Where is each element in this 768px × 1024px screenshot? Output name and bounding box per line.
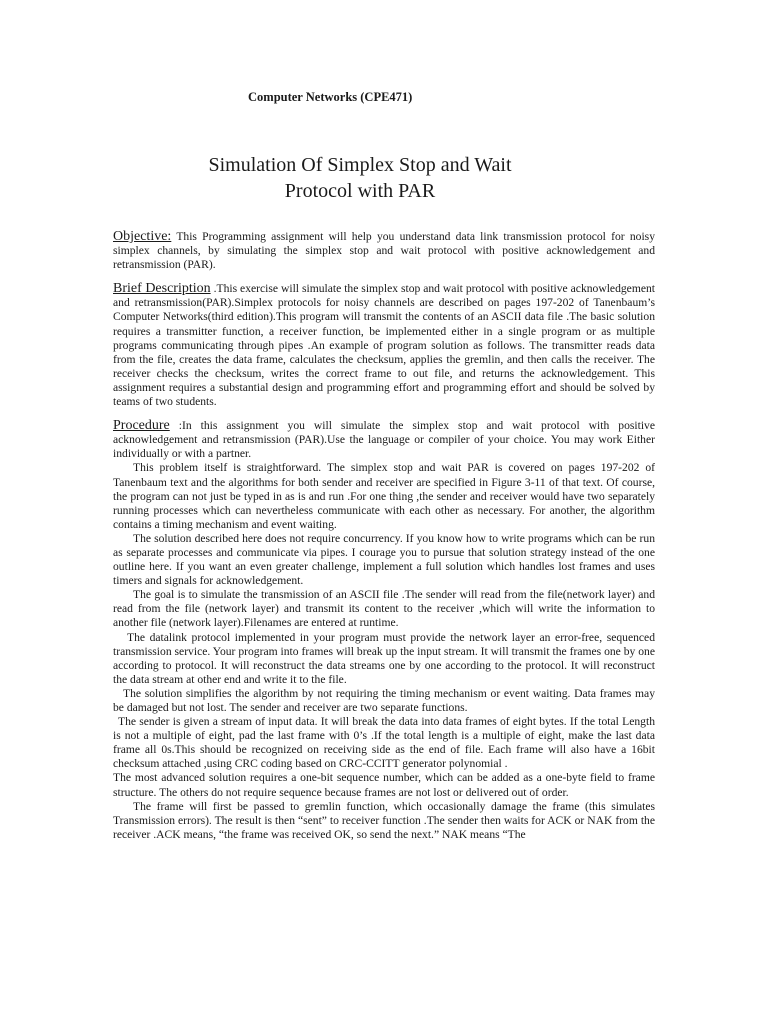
procedure-section xyxy=(113,419,655,461)
objective-section xyxy=(113,230,655,272)
brief-description-text: .This exercise will simulate the simplex stop and wait protocol with positive acknowledgement and retransmission(PAR).Simplex protocols for noisy channels are described on pages 197-202 of Tanenbaum’s Computer Networks(third edition).This program will transmit the contents of an ASCII data file .The basic solution requires a transmitter function, a receiver function, be implemented either in a single program or as multiple programs communicating through pipes .An example of program solution as follows. The transmitter reads data from the file, creates the data frame, calculates the checksum, applies the gremlin, and then calls the receiver. The receiver checks the checksum, writes the correct frame to out file, and returns the acknowledgement. This assignment requires a substantial design and programming effort and programming effort and should be solved by teams of two students. xyxy=(113,282,655,409)
procedure-text: :In this assignment you will simulate the simplex stop and wait protocol with positive acknowledgement and retransmission (PAR).Use the language or compiler of your choice. You may work Either individually or with a partner. xyxy=(113,419,655,461)
objective-heading: Objective: xyxy=(113,229,172,244)
document-body xyxy=(113,230,655,842)
procedure-paragraph-6: The sender is given a stream of input data. It will break the data into data frames of eight bytes. If the total Length is not a multiple of eight, pad the last frame with 0’s .If the total length is a multiple of eight, make the last data frame all 0s.This should be recognized on receiving side as the end of file. Each frame will also have a 16bit checksum attached ,using CRC coding based on CRC-CCITT generator polynomial . xyxy=(113,715,655,771)
title-line-2: Protocol with PAR xyxy=(284,180,436,202)
brief-description-section xyxy=(113,282,655,409)
title-line-1: Simulation Of Simplex Stop and Wait xyxy=(208,154,512,176)
objective-text: This Programming assignment will help you understand data link transmission protocol for noisy simplex channels, by simulating the simplex stop and wait protocol with positive acknowledgement and retransmission (PAR). xyxy=(113,230,655,272)
course-title: Computer Networks (CPE471) xyxy=(248,90,413,104)
brief-description-heading: Brief Description xyxy=(113,281,211,297)
procedure-paragraph-7: The most advanced solution requires a one-bit sequence number, which can be added as a one-byte field to frame structure. The others do not require sequence because frames are not lost or delivered out of order. xyxy=(113,771,655,799)
procedure-paragraph-5: The solution simplifies the algorithm by not requiring the timing mechanism or event waiting. Data frames may be damaged but not lost. The sender and receiver are two separate functions. xyxy=(113,686,655,714)
procedure-paragraph-1: This problem itself is straightforward. The simplex stop and wait PAR is covered on pages 197-202 of Tanenbaum text and the algorithms for both sender and receiver are specified in Figure 3-11 of that text. Of course, the program can not just be typed in as is and run .For one thing ,the sender and receiver would have two separately running processes which can nevertheless communicate with each other as necessary. For another, the algorithm contains a timing mechanism and event waiting. xyxy=(113,461,655,531)
procedure-heading: Procedure xyxy=(113,418,170,434)
document-title xyxy=(150,152,570,204)
procedure-paragraph-2: The solution described here does not require concurrency. If you know how to write programs which can be run as separate processes and communicate via pipes. I courage you to pursue that solution strategy instead of the one outline here. If you want an even greater challenge, implement a full solution which handles lost frames and uses timers and signals for acknowledgement. xyxy=(113,531,655,588)
procedure-paragraph-3: The goal is to simulate the transmission of an ASCII file .The sender will read from the file(network layer) and read from the file (network layer) and transmit its content to the receiver ,which will write the information to another file (network layer).Filenames are entered at runtime. xyxy=(113,588,655,630)
procedure-paragraph-8: The frame will first be passed to gremlin function, which occasionally damage the frame (this simulates Transmission errors). The result is then “sent” to receiver function .The sender then waits for ACK or NAK from the receiver .ACK means, “the frame was received OK, so send the next.” NAK means “The xyxy=(113,799,655,841)
procedure-paragraph-4: The datalink protocol implemented in your program must provide the network layer an error-free, sequenced transmission service. Your program into frames will break up the input stream. It will transmit the frames one by one according to protocol. It will reconstruct the data streams one by one according to the protocol. It will reconstruct the data stream at other end and write it to the file. xyxy=(113,630,655,686)
